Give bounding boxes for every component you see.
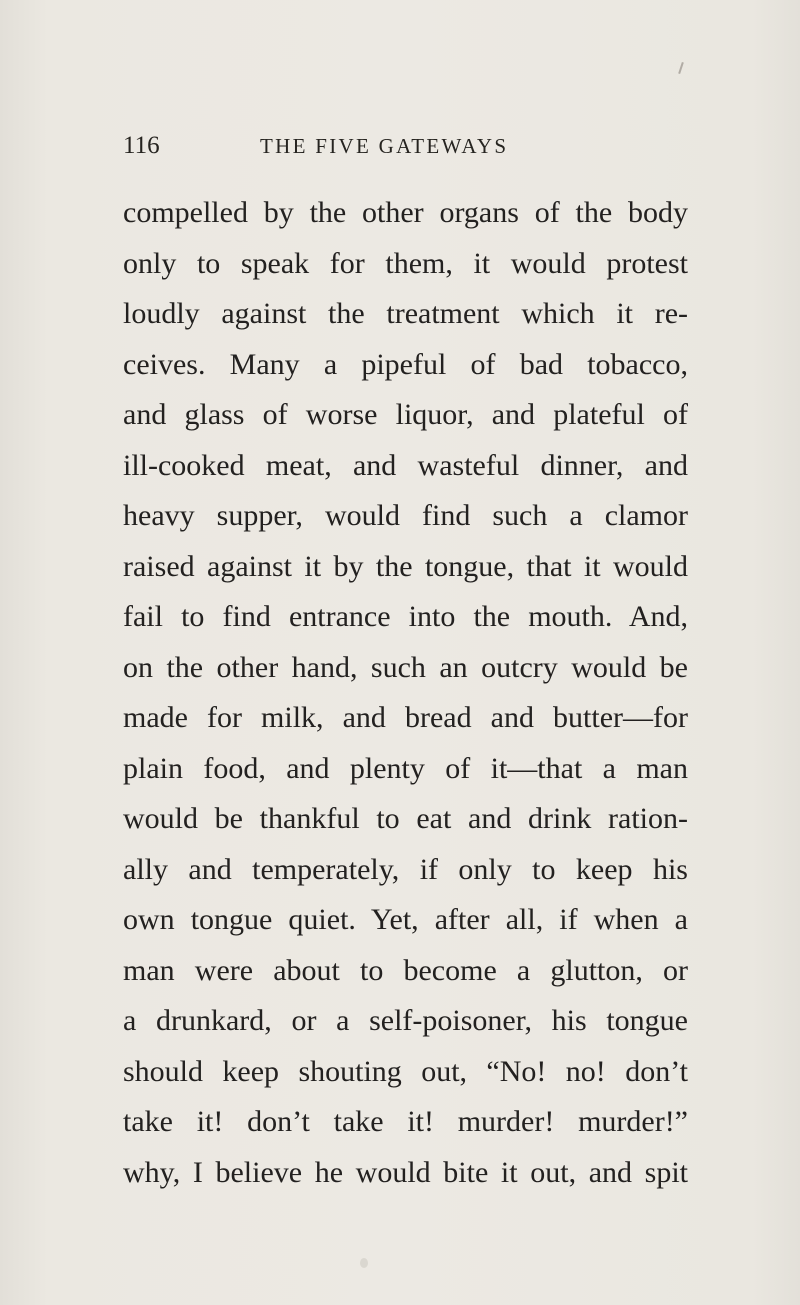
page-number: 116 (123, 132, 160, 159)
text-line: man were about to become a glutton, or (123, 953, 688, 987)
pencil-mark (678, 62, 684, 74)
text-line: take it! don’t take it! murder! murder!” (123, 1105, 688, 1138)
running-head: THE FIVE GATEWAYS (260, 134, 509, 158)
text-line: made for milk, and bread and butter—for (123, 701, 688, 734)
text-line: only to speak for them, it would protest (123, 246, 688, 280)
text-line: raised against it by the tongue, that it would (123, 549, 688, 583)
text-line: own tongue quiet. Yet, after all, if when a (123, 903, 688, 936)
text-line: heavy supper, would find such a clamor (123, 499, 688, 532)
body-text (123, 188, 688, 1198)
text-line: why, I believe he would bite it out, and spit (123, 1155, 688, 1189)
text-line: plain food, and plenty of it—that a man (123, 751, 688, 785)
paper-smudge (360, 1258, 368, 1268)
text-line: ally and temperately, if only to keep his (123, 852, 688, 886)
text-line: fail to find entrance into the mouth. And, (123, 600, 688, 633)
page-header (123, 128, 683, 164)
text-line: compelled by the other organs of the body (123, 196, 688, 229)
text-line: ill-cooked meat, and wasteful dinner, and (123, 448, 688, 482)
text-line: would be thankful to eat and drink ration- (123, 802, 688, 835)
text-line: ceives. Many a pipeful of bad tobacco, (123, 347, 688, 381)
text-line: a drunkard, or a self-poisoner, his tongue (123, 1004, 688, 1037)
text-line: loudly against the treatment which it re- (123, 297, 688, 330)
text-line: should keep shouting out, “No! no! don’t (123, 1054, 688, 1088)
text-line: and glass of worse liquor, and plateful of (123, 398, 688, 431)
text-line: on the other hand, such an outcry would be (123, 650, 688, 684)
